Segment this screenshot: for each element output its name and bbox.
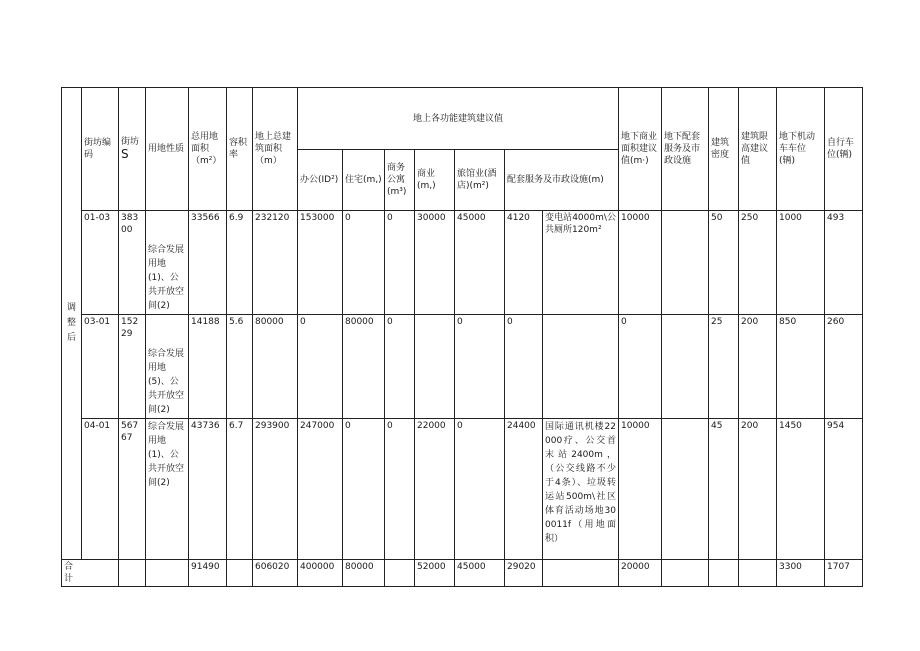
header-height-limit: 建筑限高建议值: [739, 88, 777, 211]
header-parking: 地下机动车车位(辆): [777, 88, 825, 211]
total-residential: 80000: [343, 560, 385, 587]
header-group-title: 地上各功能建筑建议值: [298, 88, 619, 150]
cell-parking: 1000: [777, 211, 825, 315]
cell-hotel: 0: [455, 419, 505, 560]
cell-office: 0: [298, 315, 343, 419]
total-cell-apartment: [385, 560, 415, 587]
cell-office: 247000: [298, 419, 343, 560]
total-facility-area: 29020: [505, 560, 543, 587]
cell-under-facility: [662, 211, 709, 315]
header-facility: 配套服务及市政设施(m): [505, 150, 619, 211]
cell-apartment: 0: [385, 419, 415, 560]
total-row: [62, 560, 863, 587]
cell-parking: 850: [777, 315, 825, 419]
header-hotel: 旅馆业(酒店)(m²): [455, 150, 505, 211]
total-cell-land-use: [146, 560, 189, 587]
total-cell-s: [119, 560, 146, 587]
header-block-s-prefix: 街坊: [121, 137, 140, 147]
cell-commerce: 22000: [415, 419, 455, 560]
cell-above-ground: 80000: [253, 315, 298, 419]
total-commerce: 52000: [415, 560, 455, 587]
cell-s: 56767: [119, 419, 146, 560]
header-land-use: 用地性质: [146, 88, 189, 211]
cell-bike: 260: [825, 315, 863, 419]
cell-height: 250: [739, 211, 777, 315]
cell-bike: 954: [825, 419, 863, 560]
cell-facility-area: 4120: [505, 211, 543, 315]
header-block-s-suffix: S: [121, 147, 129, 161]
total-above-ground: 606020: [253, 560, 298, 587]
cell-above-ground: 293900: [253, 419, 298, 560]
cell-density: 45: [709, 419, 739, 560]
cell-land-use: 综合发展用地(1)、公共开放空间(2): [146, 211, 189, 315]
cell-under-commerce: 10000: [619, 419, 662, 560]
cell-bike: 493: [825, 211, 863, 315]
total-cell-code: [82, 560, 119, 587]
cell-facility-desc: 变电站4000m\公共厕所120m²: [543, 211, 619, 315]
cell-residential: 0: [343, 419, 385, 560]
cell-above-ground: 232120: [253, 211, 298, 315]
total-total-area: 91490: [189, 560, 227, 587]
header-row-1: [62, 88, 863, 150]
cell-far: 6.7: [227, 419, 253, 560]
cell-height: 200: [739, 315, 777, 419]
total-under-commerce: 20000: [619, 560, 662, 587]
cell-density: 25: [709, 315, 739, 419]
cell-code: 04-01: [82, 419, 119, 560]
side-label-cell: [62, 88, 82, 560]
cell-s: 38300: [119, 211, 146, 315]
header-above-ground-area: 地上总建筑面积（m）: [253, 88, 298, 211]
cell-hotel: 0: [455, 315, 505, 419]
total-cell-facility-desc: [543, 560, 619, 587]
cell-facility-desc: 国际通讯机楼22000疗、公交首末站2400m，（公交线路不少于4条）、垃圾转运站500m\社区体育活动场地300011f（用地面积）: [543, 419, 619, 560]
table-row: [62, 315, 863, 419]
header-block-code: 街坊编码: [82, 88, 119, 211]
cell-parking: 1450: [777, 419, 825, 560]
cell-code: 03-01: [82, 315, 119, 419]
cell-s: 15229: [119, 315, 146, 419]
cell-height: 200: [739, 419, 777, 560]
total-bike: 1707: [825, 560, 863, 587]
cell-under-commerce: 0: [619, 315, 662, 419]
total-label: 合计: [62, 560, 82, 587]
header-far: 容积率: [227, 88, 253, 211]
total-cell-height: [739, 560, 777, 587]
header-residential: 住宅(m,): [343, 150, 385, 211]
cell-apartment: 0: [385, 315, 415, 419]
cell-facility-area: 24400: [505, 419, 543, 560]
header-commercial-apartment: 商务公寓(m³): [385, 150, 415, 211]
cell-total-area: 43736: [189, 419, 227, 560]
header-bike: 自行车位(辆): [825, 88, 863, 211]
cell-land-use: 综合发展用地(5)、公共开放空间(2): [146, 315, 189, 419]
header-total-area: 总用地面积（m²）: [189, 88, 227, 211]
total-cell-under-facility: [662, 560, 709, 587]
cell-residential: 80000: [343, 315, 385, 419]
header-commerce: 商业(m,): [415, 150, 455, 211]
side-label: 调整后: [66, 303, 76, 343]
total-parking: 3300: [777, 560, 825, 587]
table-row: [62, 419, 863, 560]
header-office: 办公(ID²): [298, 150, 343, 211]
header-density: 建筑密度: [709, 88, 739, 211]
header-block-s: [119, 88, 146, 211]
cell-far: 6.9: [227, 211, 253, 315]
cell-residential: 0: [343, 211, 385, 315]
cell-apartment: 0: [385, 211, 415, 315]
total-cell-far: [227, 560, 253, 587]
header-underground-facility: 地下配套服务及市政设施: [662, 88, 709, 211]
cell-under-facility: [662, 419, 709, 560]
cell-facility-desc: [543, 315, 619, 419]
cell-far: 5.6: [227, 315, 253, 419]
cell-facility-area: 0: [505, 315, 543, 419]
cell-commerce: 30000: [415, 211, 455, 315]
total-office: 400000: [298, 560, 343, 587]
cell-under-commerce: 10000: [619, 211, 662, 315]
cell-commerce: [415, 315, 455, 419]
cell-land-use: 综合发展用地(1)、公共开放空间(2): [146, 419, 189, 560]
total-hotel: 45000: [455, 560, 505, 587]
cell-total-area: 33566: [189, 211, 227, 315]
cell-office: 153000: [298, 211, 343, 315]
cell-total-area: 14188: [189, 315, 227, 419]
total-cell-density: [709, 560, 739, 587]
table-row: [62, 211, 863, 315]
cell-hotel: 45000: [455, 211, 505, 315]
header-underground-commerce: 地下商业面积建议值(m·): [619, 88, 662, 211]
cell-under-facility: [662, 315, 709, 419]
planning-table: [61, 87, 863, 587]
cell-code: 01-03: [82, 211, 119, 315]
cell-density: 50: [709, 211, 739, 315]
